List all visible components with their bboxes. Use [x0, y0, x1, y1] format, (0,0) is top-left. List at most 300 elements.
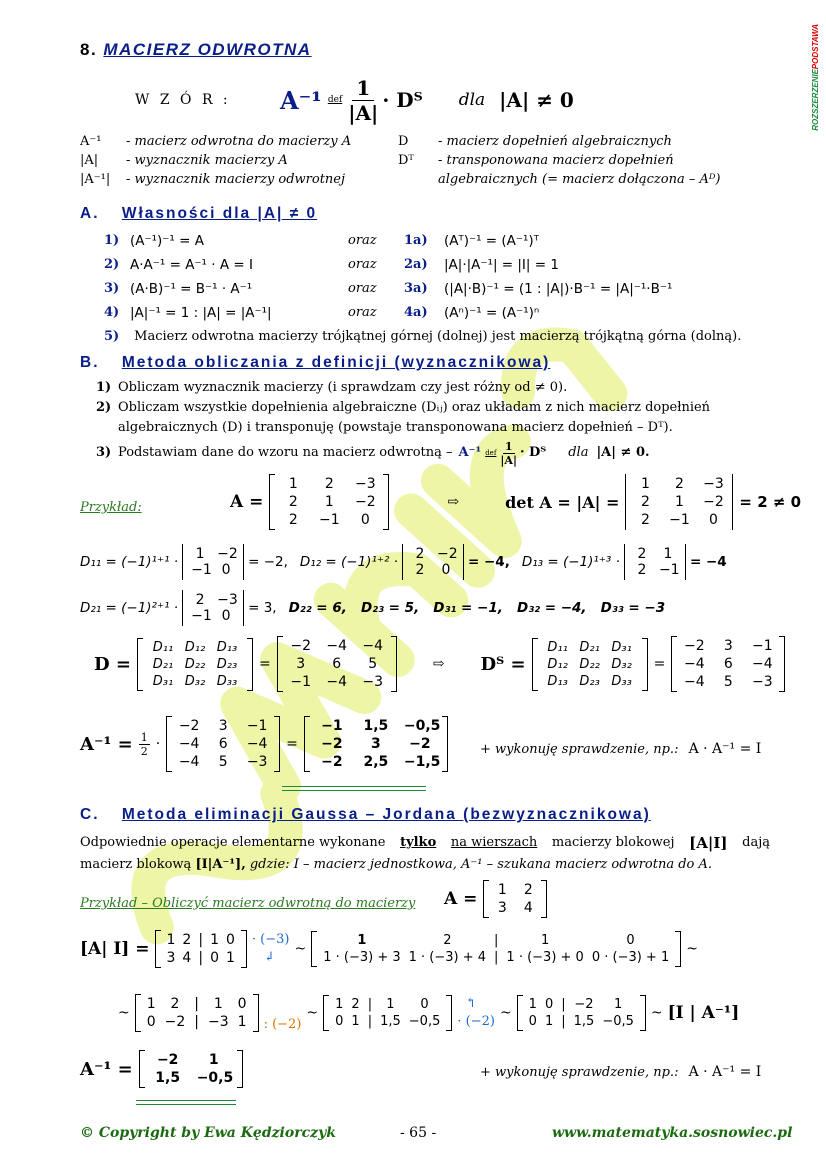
matrix-cell: 6 [723, 656, 733, 672]
matrix-cell: 4 [523, 900, 533, 916]
gauss-row-1 [80, 930, 698, 968]
matrix-cell: 2 [415, 546, 425, 562]
matrix-cell: D₂₃ [216, 656, 238, 672]
prop-left: A·A⁻¹ = A⁻¹ · A = I [130, 257, 253, 273]
text-part: dają [742, 835, 770, 850]
matrix-cell: D₂₂ [579, 656, 600, 672]
matrix-cell: 1 [210, 932, 219, 948]
matrix-cell: −4 [326, 638, 348, 654]
matrix-cell: 1 [544, 1014, 554, 1029]
matrix-cell: −0,5 [196, 1070, 234, 1086]
matrix-cell: 0 [221, 608, 231, 624]
matrix-cell: 1,5 [363, 718, 389, 734]
matrix-cell: 0 [626, 933, 635, 948]
prop-number: 2) [104, 257, 120, 272]
matrix-name: Dᵀ = [480, 653, 526, 675]
prop-oraz: oraz [348, 233, 377, 248]
matrix-cell: 1 [640, 476, 650, 492]
tag-basic: PODSTAWA [811, 24, 820, 70]
matrix-cell: D₁₁ [547, 639, 568, 655]
matrix-cell: 3 [218, 718, 228, 734]
matrix-cell: 1 [213, 996, 223, 1012]
matrix-cell: 1 [225, 950, 235, 966]
cofactor-label: D₁₁ = (−1)¹⁺¹ · [80, 554, 179, 570]
matrix-cell: 0 [544, 997, 554, 1012]
matrix-cell: | [561, 997, 566, 1012]
matrix-cell: −1 [319, 512, 340, 528]
matrix-cell: 3 [296, 656, 306, 672]
matrix-name: A⁻¹ = [80, 733, 133, 755]
matrix-cell: 2 [523, 882, 533, 898]
matrix-cell: D₁₁ [152, 639, 174, 655]
section-title: Własności dla |A| ≠ 0 [121, 205, 318, 222]
matrix-cell: −2 [290, 638, 312, 654]
matrix-cell: 2 [674, 476, 684, 492]
matrix-cell: 1,5 [573, 1014, 595, 1029]
minor-matrix [182, 590, 244, 626]
section-letter: A. [80, 205, 100, 222]
matrix-cell: D₂₁ [152, 656, 174, 672]
step-number: 3) [96, 445, 112, 460]
prop-left: |A|⁻¹ = 1 : |A| = |A⁻¹| [130, 305, 272, 321]
step-number: 1) [96, 380, 112, 395]
check-equation: A · A⁻¹ = I [688, 1064, 762, 1080]
footer-copyright: © Copyright by Ewa Kędziorczyk [80, 1125, 336, 1141]
matrix-cell: 1 [357, 933, 367, 948]
half-fraction [139, 731, 150, 758]
tilde: ~ [118, 1005, 130, 1021]
matrix-cell: 0 [335, 1014, 344, 1029]
minor-matrix [624, 544, 686, 580]
page-heading [80, 40, 312, 60]
text-part: gdzie: I – macierz jednostkowa, A⁻¹ – szukana macierz odwrotna do A. [249, 857, 713, 872]
tilde: ~ [650, 1005, 663, 1021]
matrix-cell: −3 [751, 674, 773, 690]
matrix-cell: D₁₂ [184, 639, 206, 655]
prop-number: 5) [104, 329, 120, 344]
d-symbolic [137, 638, 253, 691]
fraction-den: 2 [140, 744, 148, 758]
matrix-cell: −1 [321, 718, 343, 734]
prop-number: 1) [104, 233, 120, 248]
matrix-name: D = [94, 653, 131, 675]
matrix-cell: 0 [441, 562, 451, 578]
det-matrix [625, 474, 733, 530]
prop-oraz: oraz [348, 305, 377, 320]
cofactor-value: = −4, [467, 554, 510, 570]
matrix-cell: 2 [640, 494, 650, 510]
matrix-cell: 0 · (−3) + 1 [591, 950, 670, 965]
step-text: Obliczam wyznacznik macierzy (i sprawdzam czy jest różny od ≠ 0). [118, 380, 568, 395]
matrix-name: A⁻¹ = [80, 1058, 133, 1080]
main-formula [135, 68, 574, 132]
tilde: ~ [306, 1005, 319, 1021]
matrix-cell: 1 [288, 476, 298, 492]
check-text: + wykonuję sprawdzenie, np.: [480, 742, 679, 757]
example-b-matrix-a [230, 474, 801, 530]
check-note-b [480, 741, 761, 757]
matrix-cell: 3 [371, 736, 381, 752]
matrix-cell: −2 [409, 736, 431, 752]
matrix-cell: 0 [225, 932, 235, 948]
formula-lhs: A⁻¹ [280, 85, 322, 115]
step3-def: def [485, 449, 497, 457]
double-underline [136, 1100, 236, 1105]
matrix-cell: −1 [751, 638, 773, 654]
matrix-cell: −1 [669, 512, 690, 528]
gauss-step-3 [135, 994, 259, 1032]
matrix-cell: 0 [528, 1014, 537, 1029]
tag-extended: ROZSZERZENIE [811, 69, 820, 131]
prop-number: 2a) [404, 257, 428, 272]
formula-num: 1 [352, 76, 374, 101]
matrix-cell: 0 [237, 996, 247, 1012]
matrix-cell: 5 [723, 674, 733, 690]
matrix-cell: 3 [497, 900, 507, 916]
dt-values-copy [166, 716, 280, 772]
matrix-cell: −1 [191, 562, 212, 578]
formula-fraction [348, 76, 378, 125]
matrix-cell: D₃₁ [611, 639, 632, 655]
prop-oraz: oraz [348, 257, 377, 272]
matrix-cell: −0,5 [602, 1014, 634, 1029]
section-letter: C. [80, 806, 100, 823]
matrix-cell: −2 [178, 718, 200, 734]
matrix-cell: 1,5 [155, 1070, 181, 1086]
matrix-cell: −4 [751, 656, 773, 672]
matrix-name: A = [230, 492, 264, 512]
matrix-cell: 2 [640, 512, 650, 528]
prop-right: (|A|·B)⁻¹ = (1 : |A|)·B⁻¹ = |A|⁻¹·B⁻¹ [444, 281, 673, 297]
matrix-cell: 2 [170, 996, 180, 1012]
cofactors-row-1 [80, 544, 727, 580]
matrix-cell: 6 [332, 656, 342, 672]
matrix-cell: D₂₁ [579, 639, 600, 655]
row-op-multiply: · (−2) [457, 1014, 495, 1029]
matrix-cell: −1 [658, 562, 680, 578]
matrix-cell: 1 [613, 997, 623, 1012]
example-c-matrix-a [444, 880, 547, 918]
matrix-cell: −1 [246, 718, 268, 734]
tilde: ~ [294, 941, 307, 957]
matrix-cell: −2 [355, 494, 376, 510]
cofactor-matrices: D = D₁₁ D₁₂ D₁₃ D₂₁ D₂₂ D₂₃ D₃₁ D₃₂ D₃₃ = −2 −4 −4 3 6 5 −1 −4 −3 ⇨ Dᵀ = D₁₁ D₂₁ D₃₁ D₁₂ D₂₂ D₃₂ D₁₃ D₂₃ D₃₃ = −2 3 −1 −4 6 −4 −4 5 −3 [94, 636, 785, 692]
matrix-cell: D₂₃ [579, 673, 600, 689]
matrix-cell: | [194, 996, 200, 1012]
check-text: + wykonuję sprawdzenie, np.: [480, 1065, 679, 1080]
section-c-text [80, 832, 770, 876]
matrix-cell: D₂₂ [184, 656, 206, 672]
matrix-cell: 5 [368, 656, 378, 672]
gauss-step-4 [323, 995, 452, 1031]
legend-text: - wyznacznik macierzy A [126, 153, 288, 168]
prop-number: 4) [104, 305, 120, 320]
dt-symbolic [532, 638, 648, 691]
section-letter: B. [80, 354, 100, 371]
matrix-cell: | [367, 1014, 373, 1029]
cofactors-rest: D₂₂ = 6, D₂₃ = 5, D₃₁ = −1, D₃₂ = −4, D₃₃ = −3 [288, 600, 666, 616]
row-op-arrow-icon: ↰ [465, 996, 477, 1011]
matrix-cell: 1 [166, 932, 176, 948]
matrix-cell: 0 [360, 512, 370, 528]
cofactor-value: = −2, [248, 554, 288, 570]
matrix-cell: 1 [674, 494, 684, 510]
tilde: ~ [686, 941, 698, 957]
inverse-matrix-b [304, 716, 448, 772]
steps-b [96, 378, 786, 468]
cofactors-row-2 [80, 590, 665, 626]
matrix-cell: | [198, 932, 204, 948]
formula-cond-word: dla [458, 90, 486, 110]
matrix-cell: 1 [195, 546, 205, 562]
matrix-cell: D₁₂ [547, 656, 568, 672]
cofactor-value: = −4 [689, 554, 727, 570]
text-part: Odpowiednie operacje elementarne wykonane [80, 835, 386, 850]
footer-website[interactable]: www.matematyka.sosnowiec.pl [552, 1125, 793, 1141]
heading-number: 8. [80, 40, 98, 59]
prop-right: (Aⁿ)⁻¹ = (A⁻¹)ⁿ [444, 305, 540, 321]
matrix-cell: 0 [221, 562, 231, 578]
arrow-icon: ⇨ [432, 656, 445, 672]
matrix-cell: −0,5 [403, 718, 441, 734]
gauss-step-1 [155, 930, 247, 968]
prop-number: 1a) [404, 233, 428, 248]
section-a-heading [80, 205, 317, 223]
matrix-cell: −3 [217, 592, 238, 608]
footer-page-number: - 65 - [400, 1125, 437, 1141]
inverse-matrix-c [139, 1050, 243, 1088]
matrix-a [269, 474, 389, 530]
matrix-cell: D₃₁ [152, 673, 174, 689]
matrix-cell: 1 [237, 1014, 247, 1030]
matrix-cell: 1 [335, 997, 344, 1012]
matrix-cell: −4 [246, 736, 268, 752]
cofactor-label: D₁₃ = (−1)¹⁺³ · [521, 554, 620, 570]
matrix-cell: −4 [683, 656, 705, 672]
matrix-cell: | [198, 950, 204, 966]
matrix-cell: D₁₃ [216, 639, 238, 655]
section-b-heading [80, 354, 550, 372]
matrix-cell: 2 [415, 562, 425, 578]
gauss-row-2 [118, 994, 739, 1032]
legend-sym: |A⁻¹| [80, 172, 111, 187]
legend-sym: A⁻¹ [80, 134, 102, 149]
matrix-cell: 2 [288, 494, 298, 510]
prop5-text: Macierz odwrotna macierzy trójkątnej górnej (dolnej) jest macierzą trójkątną górna (dolną). [134, 329, 742, 344]
section-title: Metoda obliczania z definicji (wyznacznikowa) [121, 354, 551, 371]
matrix-cell: 0 [420, 997, 429, 1012]
cofactor-value: = 3, [248, 600, 277, 616]
matrix-cell: −2 [321, 736, 343, 752]
text-part: [A|I] [689, 834, 728, 852]
inverse-result-c [80, 1050, 243, 1088]
matrix-cell: −2 [156, 1052, 179, 1068]
det-label: det A = |A| = [505, 492, 620, 512]
det-result: = 2 ≠ 0 [739, 493, 802, 511]
matrix-cell: D₃₃ [216, 673, 238, 689]
gauss-step-2 [311, 931, 681, 967]
matrix-cell: −4 [178, 754, 200, 770]
example-c-label: Przykład – Obliczyć macierz odwrotną do macierzy [80, 896, 416, 911]
matrix-cell: −4 [178, 736, 200, 752]
legend-sym: Dᵀ [398, 153, 414, 168]
matrix-cell: D₃₂ [184, 673, 206, 689]
level-tag [811, 24, 820, 131]
matrix-name: [A| I] = [80, 939, 150, 959]
section-c-heading [80, 806, 651, 824]
row-op-divide: : (−2) [263, 1016, 302, 1032]
matrix-cell: 2 [351, 997, 360, 1012]
matrix-cell: −3 [362, 674, 384, 690]
check-equation: A · A⁻¹ = I [688, 741, 762, 757]
matrix-cell: −1 [191, 608, 212, 624]
step3-dt: · Dᵀ [519, 445, 547, 460]
matrix-cell: 4 [182, 950, 192, 966]
matrix-cell: −0,5 [408, 1014, 441, 1029]
legend-text: algebraicznych (= macierz dołączona – Aᴰ) [438, 172, 721, 187]
matrix-cell: D₃₃ [611, 673, 632, 689]
double-underline [282, 786, 426, 791]
prop-right: (Aᵀ)⁻¹ = (A⁻¹)ᵀ [444, 233, 539, 249]
properties-list [104, 229, 804, 349]
prop-oraz: oraz [348, 281, 377, 296]
matrix-cell: 1 [663, 546, 673, 562]
text-part: macierzy blokowej [551, 835, 675, 850]
formula-cond: |A| ≠ 0 [499, 88, 574, 112]
matrix-cell: −3 [208, 1014, 229, 1030]
matrix-cell: 3 [166, 950, 176, 966]
step-text: Podstawiam dane do wzoru na macierz odwrotną – [118, 445, 453, 460]
matrix-cell: D₁₃ [547, 673, 568, 689]
matrix-cell: −1,5 [403, 754, 441, 770]
prop-right: |A|·|A⁻¹| = |I| = 1 [444, 257, 559, 273]
check-note-c [480, 1064, 761, 1080]
legend [80, 132, 780, 189]
matrix-cell: 1,5 [380, 1014, 401, 1029]
d-values [277, 636, 397, 692]
cofactor-label: D₁₂ = (−1)¹⁺² · [299, 554, 398, 570]
legend-sym: D [398, 134, 409, 149]
matrix-cell: 1 · (−3) + 3 [323, 950, 401, 965]
legend-text: - macierz odwrotna do macierzy A [126, 134, 352, 149]
step3-cond: |A| ≠ 0. [596, 445, 650, 460]
matrix-cell: 6 [218, 736, 228, 752]
tilde: ~ [499, 1005, 512, 1021]
matrix-cell: −4 [683, 674, 705, 690]
prop-left: (A·B)⁻¹ = B⁻¹ · A⁻¹ [130, 281, 253, 297]
matrix-cell: | [494, 933, 499, 948]
matrix-cell: D₃₂ [611, 656, 632, 672]
matrix-cell: | [561, 1014, 566, 1029]
formula-label: W Z Ó R : [135, 92, 231, 108]
heading-title: MACIERZ ODWROTNA [103, 40, 312, 59]
row-op-1 [252, 931, 290, 967]
prop-number: 3a) [404, 281, 428, 296]
matrix-cell: −2 [683, 638, 705, 654]
matrix-cell: 1 [386, 997, 395, 1012]
matrix-cell: 1 · (−3) + 0 [506, 950, 584, 965]
text-part: [I|A⁻¹], [195, 857, 246, 872]
matrix-cell: 1 [540, 933, 550, 948]
step-text: Obliczam wszystkie dopełnienia algebraiczne (Dᵢⱼ) oraz układam z nich macierz dopełnień [118, 400, 711, 415]
legend-text: - transponowana macierz dopełnień [438, 153, 674, 168]
matrix-cell: 2,5 [363, 754, 389, 770]
matrix-cell: 0 [210, 950, 219, 966]
matrix-cell: −2 [703, 494, 724, 510]
matrix-cell: 2 [443, 933, 452, 948]
step-number: 2) [96, 400, 112, 415]
section-title: Metoda eliminacji Gaussa – Jordana (bezwyznacznikowa) [121, 806, 651, 823]
matrix-cell: −1 [290, 674, 312, 690]
matrix-a-2x2 [483, 880, 547, 918]
matrix-cell: 2 [637, 562, 647, 578]
inverse-result-b: A⁻¹ = $\frac{1}{2}$ · −2 3 −1 −4 6 −4 −4 5 −3 = −1 1,5 −0,5 −2 3 −2 −2 2,5 −1,5 [80, 716, 448, 772]
matrix-cell: | [367, 997, 373, 1012]
matrix-cell: 3 [723, 638, 733, 654]
matrix-cell: 1 [146, 996, 156, 1012]
formula-dt: · Dᵀ [382, 88, 423, 112]
legend-text: - wyznacznik macierzy odwrotnej [126, 172, 346, 187]
matrix-cell: −2 [321, 754, 343, 770]
prop-number: 4a) [404, 305, 428, 320]
matrix-cell: 0 [708, 512, 718, 528]
matrix-cell: 2 [182, 932, 192, 948]
matrix-cell: −4 [326, 674, 348, 690]
matrix-cell: | [194, 1014, 200, 1030]
text-part: macierz blokową [80, 857, 192, 872]
matrix-cell: −2 [436, 546, 458, 562]
legend-sym: |A| [80, 153, 99, 168]
matrix-cell: −3 [703, 476, 724, 492]
arrow-icon: ⇨ [447, 494, 460, 510]
step3-lhs: A⁻¹ [458, 445, 482, 460]
example-b-label: Przykład: [80, 500, 142, 515]
prop-left: (A⁻¹)⁻¹ = A [130, 233, 204, 249]
fraction-num: 1 [140, 730, 148, 744]
matrix-cell: −2 [217, 546, 238, 562]
row-op-3 [457, 995, 495, 1031]
step3-num: 1 [504, 439, 513, 453]
row-op-multiply: · (−3) [251, 932, 290, 947]
formula-def: def [327, 95, 343, 105]
matrix-cell: 0 [146, 1014, 156, 1030]
matrix-cell: 2 [288, 512, 298, 528]
formula-den: |A| [348, 100, 379, 125]
matrix-cell: −4 [362, 638, 384, 654]
matrix-cell: 1 [351, 1014, 360, 1029]
gauss-step-5 [517, 995, 646, 1031]
final-block: [I | A⁻¹] [667, 1003, 740, 1023]
matrix-cell: 5 [218, 754, 228, 770]
prop-number: 3) [104, 281, 120, 296]
minor-matrix [402, 544, 464, 580]
matrix-cell: −2 [164, 1014, 186, 1030]
minor-matrix [182, 544, 244, 580]
matrix-cell: 1 [324, 494, 334, 510]
text-emph: tylko [400, 835, 437, 850]
matrix-cell: 1 · (−3) + 4 [408, 950, 487, 965]
step3-den: |A| [500, 453, 517, 467]
step3-fraction [500, 440, 517, 467]
legend-text: - macierz dopełnień algebraicznych [438, 134, 672, 149]
matrix-cell: | [494, 950, 499, 965]
cofactor-label: D₂₁ = (−1)²⁺¹ · [80, 600, 179, 616]
matrix-cell: −2 [574, 997, 594, 1012]
matrix-cell: −3 [355, 476, 376, 492]
matrix-cell: 1 [208, 1052, 219, 1068]
matrix-cell: 1 [528, 997, 537, 1012]
matrix-cell: 2 [195, 592, 205, 608]
